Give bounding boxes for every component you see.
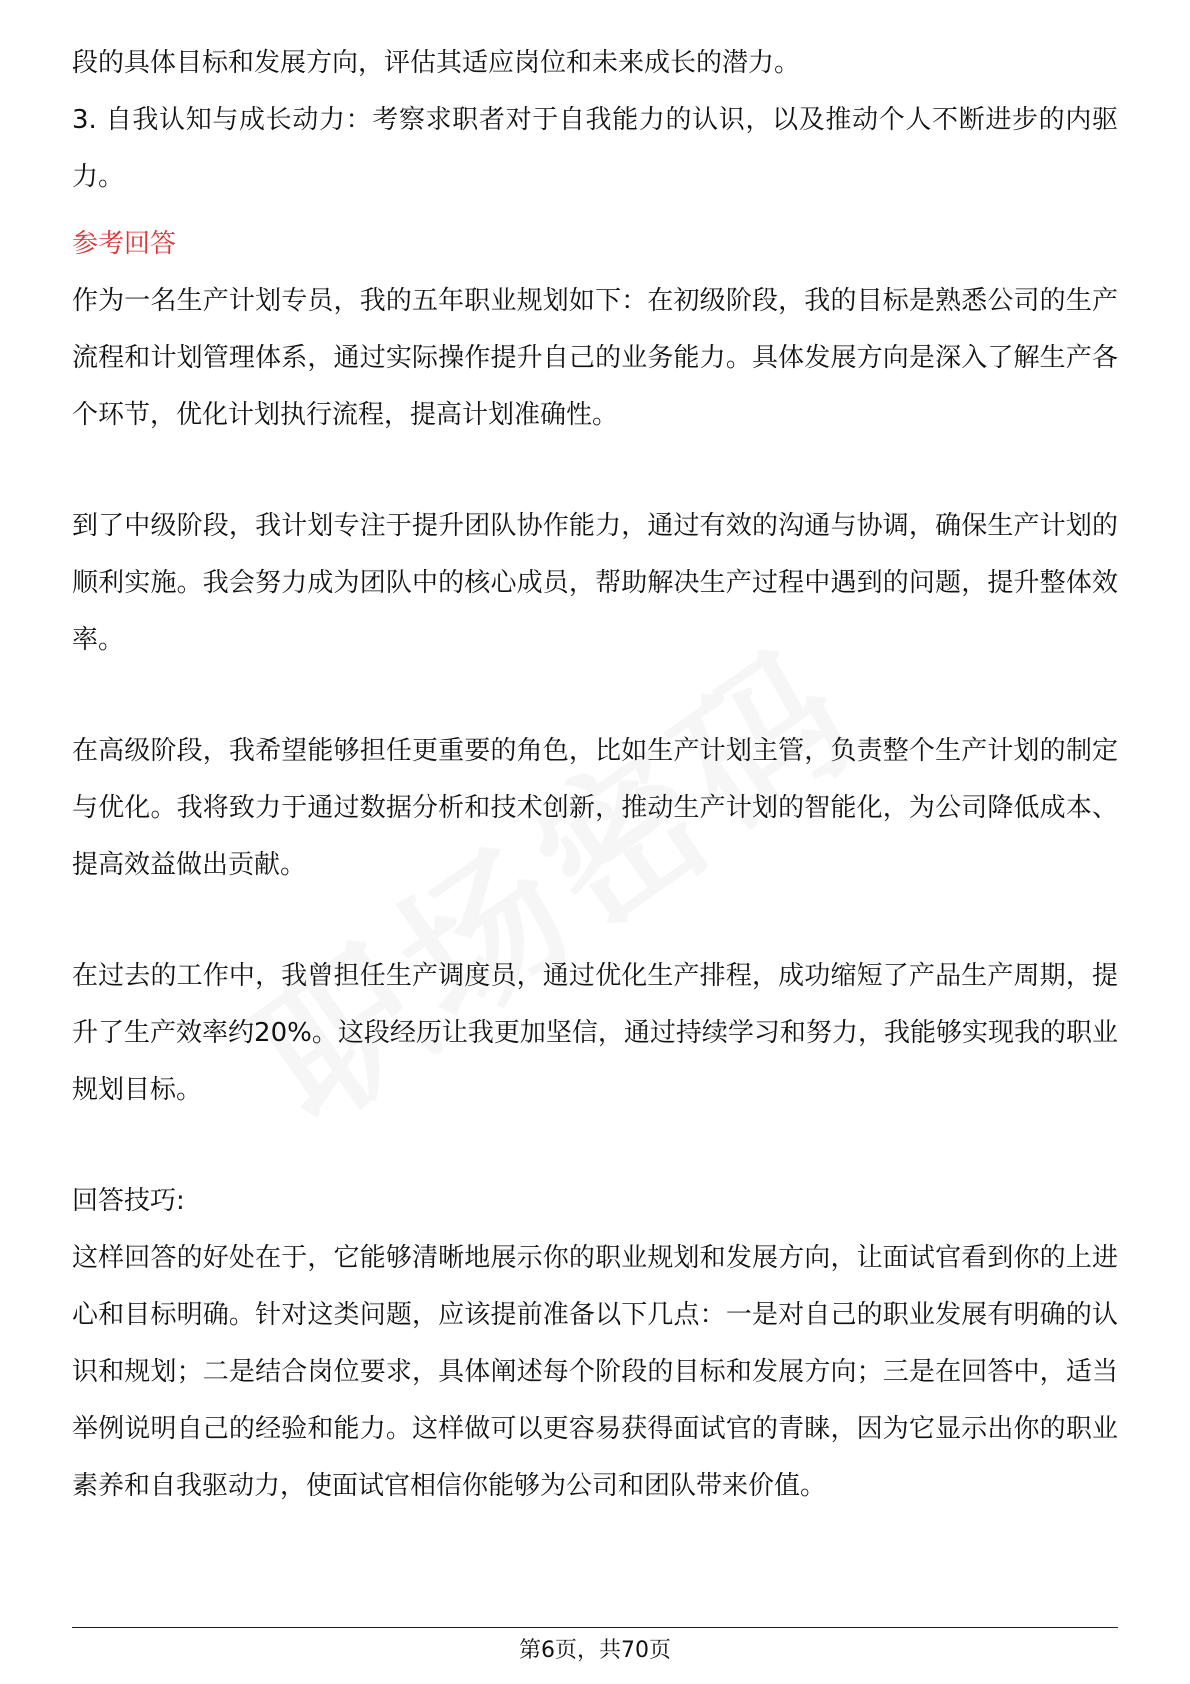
reference-paragraph-1: 作为一名生产计划专员，我的五年职业规划如下：在初级阶段，我的目标是熟悉公司的生产流程和计划管理体系，通过实际操作提升自己的业务能力。具体发展方向是深入了解生产各个环节，优化计划执行流程，提高计划准确性。 — [72, 286, 1118, 430]
reference-paragraph-2: 到了中级阶段，我计划专注于提升团队协作能力，通过有效的沟通与协调，确保生产计划的顺利实施。我会努力成为团队中的核心成员，帮助解决生产过程中遇到的问题，提升整体效率。 — [72, 511, 1118, 655]
footer-divider — [72, 1627, 1118, 1628]
intro-item-3: 3. 自我认知与成长动力：考察求职者对于自我能力的认识，以及推动个人不断进步的内驱力。 — [72, 105, 1118, 192]
page-number: 第6页，共70页 — [519, 1638, 671, 1663]
reference-heading: 参考回答 — [72, 229, 177, 259]
tips-heading: 回答技巧: — [72, 1186, 185, 1216]
reference-paragraph-4: 在过去的工作中，我曾担任生产调度员，通过优化生产排程，成功缩短了产品生产周期，提升了生产效率约20%。这段经历让我更加坚信，通过持续学习和努力，我能够实现我的职业规划目标。 — [72, 961, 1118, 1105]
reference-paragraph-3: 在高级阶段，我希望能够担任更重要的角色，比如生产计划主管，负责整个生产计划的制定与优化。我将致力于通过数据分析和技术创新，推动生产计划的智能化，为公司降低成本、提高效益做出贡献。 — [72, 736, 1118, 880]
tips-body: 这样回答的好处在于，它能够清晰地展示你的职业规划和发展方向，让面试官看到你的上进心和目标明确。针对这类问题，应该提前准备以下几点：一是对自己的职业发展有明确的认识和规划；二是结合岗位要求，具体阐述每个阶段的目标和发展方向；三是在回答中，适当举例说明自己的经验和能力。这样做可以更容易获得面试官的青睐，因为它显示出你的职业素养和自我驱动力，使面试官相信你能够为公司和团队带来价值。 — [72, 1243, 1118, 1501]
intro-continuation: 段的具体目标和发展方向，评估其适应岗位和未来成长的潜力。 — [72, 48, 801, 78]
document-page — [72, 0, 1118, 1515]
